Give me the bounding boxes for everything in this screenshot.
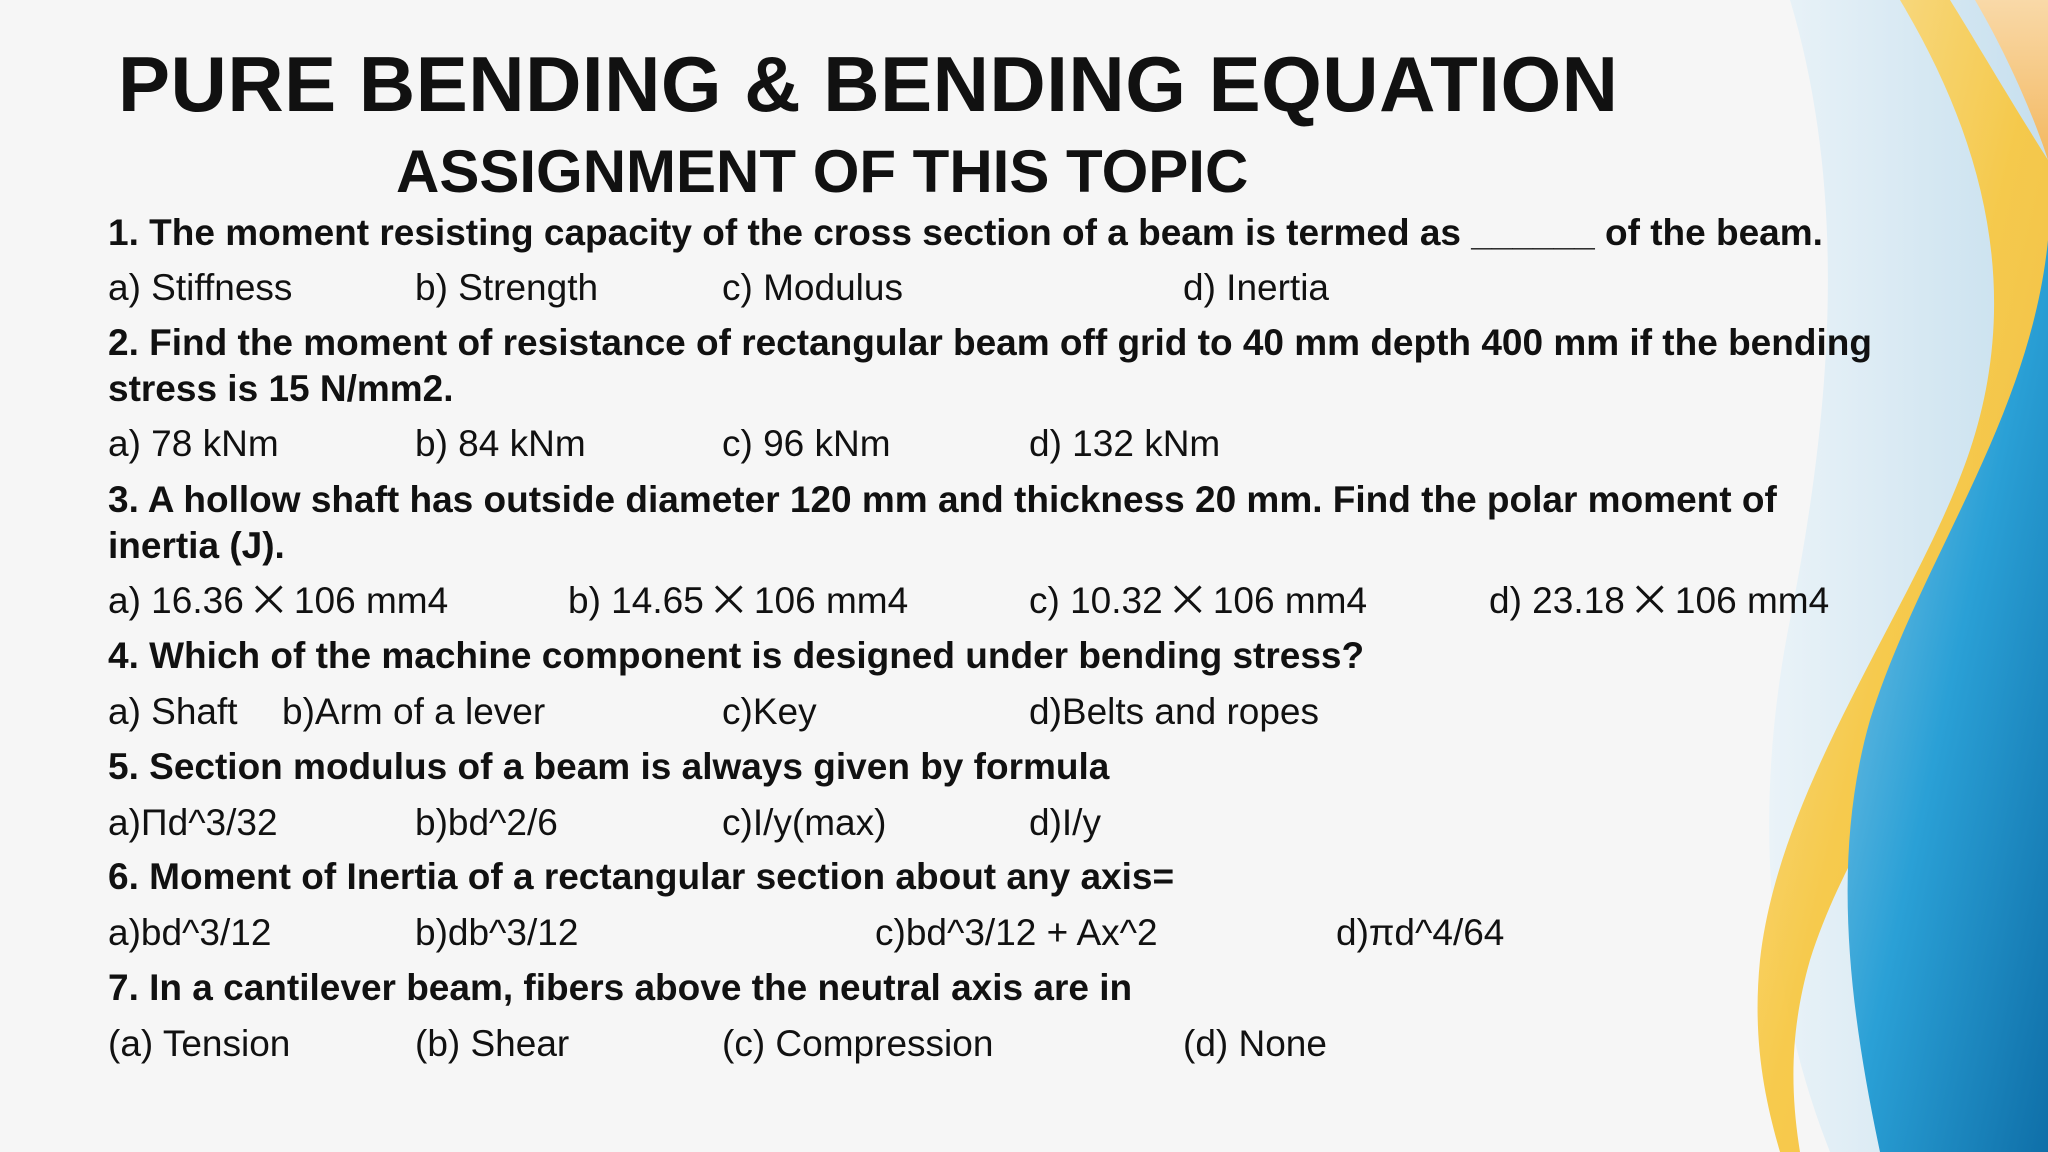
question-4-option-a: a) Shaft (108, 691, 238, 732)
question-6-text: 6. Moment of Inertia of a rectangular section about any axis= (108, 856, 1175, 897)
question-1-text: 1. The moment resisting capacity of the cross section of a beam is termed as ______ of the beam. (108, 212, 1823, 253)
question-2-option-a: a) 78 kNm (108, 423, 279, 464)
question-2-text-line-1: 2. Find the moment of resistance of rectangular beam off grid to 40 mm depth 400 mm if the bending (108, 322, 1872, 363)
question-3-option-d: d) 23.18 ⨉ 106 mm4 (1489, 580, 1830, 621)
question-7-text: 7. In a cantilever beam, fibers above the neutral axis are in (108, 967, 1133, 1008)
question-3-text-line-1: 3. A hollow shaft has outside diameter 120 mm and thickness 20 mm. Find the polar moment of (108, 479, 1777, 520)
question-7-option-a: (a) Tension (108, 1023, 291, 1064)
question-4-option-b: b)Arm of a lever (282, 691, 546, 732)
question-3-option-b: b) 14.65 ⨉ 106 mm4 (568, 580, 909, 621)
question-3-text-line-2: inertia (J). (108, 525, 285, 566)
question-6-option-b: b)db^3/12 (415, 912, 579, 953)
slide-subtitle: ASSIGNMENT OF THIS TOPIC (396, 138, 1249, 205)
question-7-option-c: (c) Compression (722, 1023, 994, 1064)
question-5-option-d: d)I/y (1029, 802, 1101, 843)
question-7-option-d: (d) None (1183, 1023, 1327, 1064)
question-5-option-b: b)bd^2/6 (415, 802, 558, 843)
question-2-text-line-2: stress is 15 N/mm2. (108, 368, 454, 409)
question-2-option-c: c) 96 kNm (722, 423, 891, 464)
question-7-option-b: (b) Shear (415, 1023, 570, 1064)
question-4-option-c: c)Key (722, 691, 817, 732)
question-1-option-a: a) Stiffness (108, 267, 293, 308)
question-3-option-c: c) 10.32 ⨉ 106 mm4 (1029, 580, 1368, 621)
question-1-option-b: b) Strength (415, 267, 599, 308)
question-4-text: 4. Which of the machine component is designed under bending stress? (108, 635, 1365, 676)
question-5-option-a: a)Πd^3/32 (108, 802, 278, 843)
question-6-option-d: d)πd^4/64 (1336, 912, 1505, 953)
question-6-option-c: c)bd^3/12 + Ax^2 (875, 912, 1158, 953)
question-4-option-d: d)Belts and ropes (1029, 691, 1320, 732)
question-1-option-d: d) Inertia (1183, 267, 1330, 308)
slide-title: PURE BENDING & BENDING EQUATION (118, 40, 1619, 128)
question-2-option-b: b) 84 kNm (415, 423, 586, 464)
question-5-text: 5. Section modulus of a beam is always given by formula (108, 746, 1110, 787)
question-3-option-a: a) 16.36 ⨉ 106 mm4 (108, 580, 449, 621)
question-1-option-c: c) Modulus (722, 267, 903, 308)
question-5-option-c: c)I/y(max) (722, 802, 887, 843)
question-6-option-a: a)bd^3/12 (108, 912, 272, 953)
question-2-option-d: d) 132 kNm (1029, 423, 1221, 464)
